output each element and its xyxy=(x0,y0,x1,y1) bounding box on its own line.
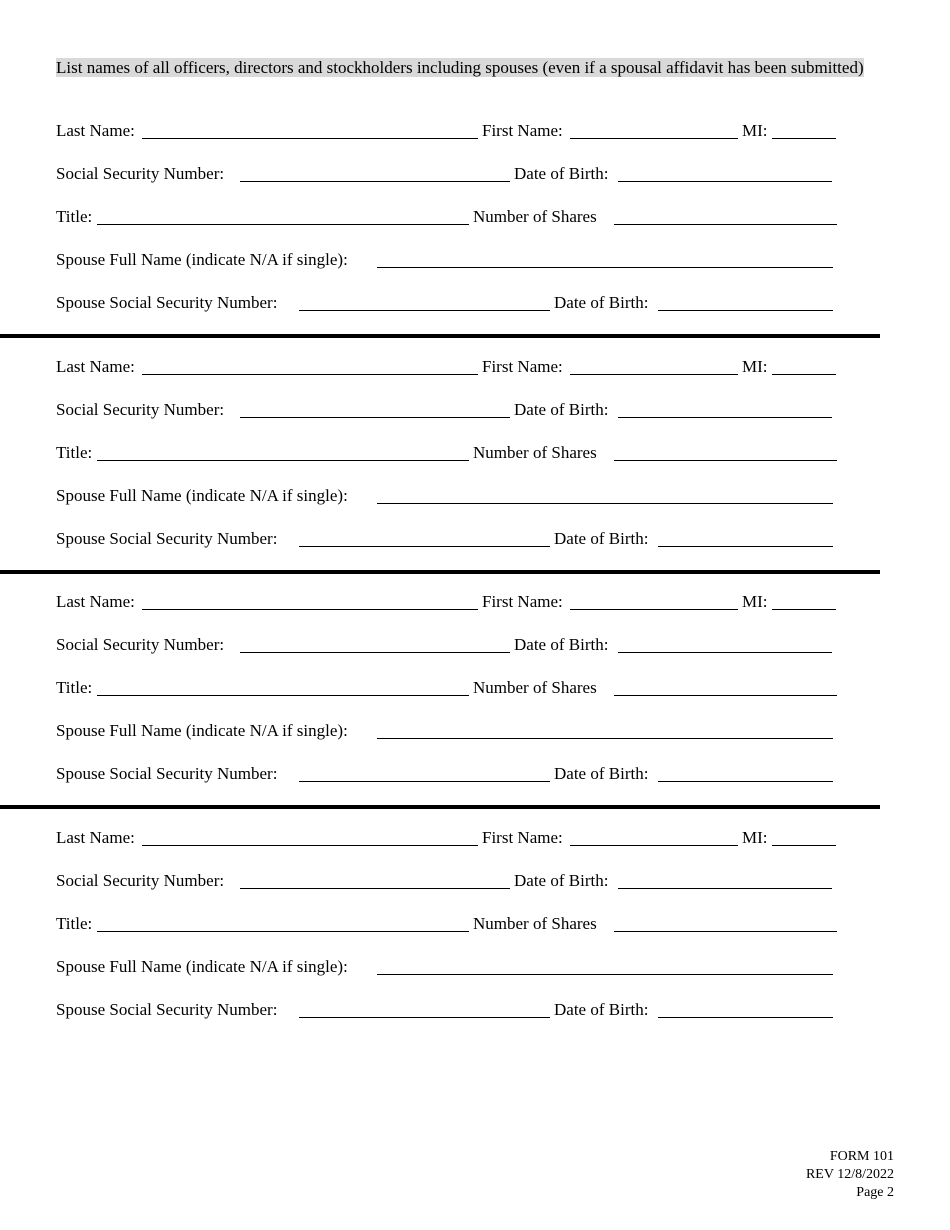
section-divider xyxy=(0,334,880,338)
date-of-birth-field xyxy=(514,399,832,421)
number-of-shares-input-line[interactable] xyxy=(614,695,837,696)
section-divider xyxy=(0,570,880,574)
spouse-full-name-input-line[interactable] xyxy=(377,974,833,975)
last-name-input-line[interactable] xyxy=(142,374,478,375)
form-revision: REV 12/8/2022 xyxy=(805,1167,894,1182)
form-footer xyxy=(806,1148,894,1202)
spouse-ssn-input-line[interactable] xyxy=(299,310,550,311)
spouse-ssn-field xyxy=(56,999,550,1021)
spouse-full-name-field xyxy=(56,485,833,507)
last-name-input-line[interactable] xyxy=(142,138,478,139)
form-row xyxy=(56,528,876,550)
number-of-shares-label: Number of Shares xyxy=(473,678,597,697)
spouse-full-name-field xyxy=(56,249,833,271)
ssn-input-line[interactable] xyxy=(240,181,510,182)
first-name-input-line[interactable] xyxy=(570,138,738,139)
spouse-full-name-label: Spouse Full Name (indicate N/A if single): xyxy=(56,721,348,740)
spouse-date-of-birth-label: Date of Birth: xyxy=(554,293,649,312)
last-name-field xyxy=(56,827,478,849)
first-name-field xyxy=(482,120,738,142)
first-name-field xyxy=(482,356,738,378)
form-row xyxy=(56,356,876,378)
date-of-birth-label: Date of Birth: xyxy=(514,164,609,183)
spouse-ssn-input-line[interactable] xyxy=(299,546,550,547)
title-field xyxy=(56,913,469,935)
form-row xyxy=(56,399,876,421)
form-row xyxy=(56,163,876,185)
ssn-input-line[interactable] xyxy=(240,888,510,889)
last-name-field xyxy=(56,356,478,378)
spouse-full-name-input-line[interactable] xyxy=(377,503,833,504)
date-of-birth-field xyxy=(514,870,832,892)
spouse-full-name-label: Spouse Full Name (indicate N/A if single): xyxy=(56,486,348,505)
spouse-date-of-birth-field xyxy=(554,999,833,1021)
spouse-date-of-birth-input-line[interactable] xyxy=(658,781,833,782)
number-of-shares-field xyxy=(473,677,837,699)
middle-initial-label: MI: xyxy=(742,357,768,376)
last-name-label: Last Name: xyxy=(56,357,135,376)
first-name-input-line[interactable] xyxy=(570,845,738,846)
middle-initial-input-line[interactable] xyxy=(772,609,836,610)
form-number: FORM 101 xyxy=(829,1149,894,1164)
ssn-field xyxy=(56,399,510,421)
date-of-birth-input-line[interactable] xyxy=(618,888,832,889)
title-label: Title: xyxy=(56,678,93,697)
spouse-ssn-label: Spouse Social Security Number: xyxy=(56,1000,278,1019)
first-name-label: First Name: xyxy=(482,828,563,847)
last-name-label: Last Name: xyxy=(56,121,135,140)
spouse-ssn-label: Spouse Social Security Number: xyxy=(56,764,278,783)
spouse-date-of-birth-field xyxy=(554,528,833,550)
ssn-input-line[interactable] xyxy=(240,417,510,418)
number-of-shares-label: Number of Shares xyxy=(473,914,597,933)
number-of-shares-label: Number of Shares xyxy=(473,443,597,462)
number-of-shares-label: Number of Shares xyxy=(473,207,597,226)
middle-initial-input-line[interactable] xyxy=(772,845,836,846)
first-name-field xyxy=(482,827,738,849)
title-label: Title: xyxy=(56,914,93,933)
first-name-input-line[interactable] xyxy=(570,609,738,610)
spouse-ssn-field xyxy=(56,292,550,314)
ssn-label: Social Security Number: xyxy=(56,635,225,654)
date-of-birth-input-line[interactable] xyxy=(618,652,832,653)
form-row xyxy=(56,206,876,228)
last-name-input-line[interactable] xyxy=(142,609,478,610)
form-row xyxy=(56,120,876,142)
spouse-ssn-label: Spouse Social Security Number: xyxy=(56,293,278,312)
spouse-ssn-label: Spouse Social Security Number: xyxy=(56,529,278,548)
date-of-birth-input-line[interactable] xyxy=(618,181,832,182)
spouse-ssn-input-line[interactable] xyxy=(299,781,550,782)
spouse-ssn-input-line[interactable] xyxy=(299,1017,550,1018)
form-row xyxy=(56,591,876,613)
number-of-shares-input-line[interactable] xyxy=(614,224,837,225)
first-name-field xyxy=(482,591,738,613)
date-of-birth-field xyxy=(514,634,832,656)
date-of-birth-label: Date of Birth: xyxy=(514,635,609,654)
first-name-input-line[interactable] xyxy=(570,374,738,375)
date-of-birth-label: Date of Birth: xyxy=(514,400,609,419)
ssn-label: Social Security Number: xyxy=(56,164,225,183)
spouse-date-of-birth-label: Date of Birth: xyxy=(554,764,649,783)
spouse-date-of-birth-input-line[interactable] xyxy=(658,310,833,311)
spouse-full-name-input-line[interactable] xyxy=(377,267,833,268)
form-row xyxy=(56,956,876,978)
spouse-date-of-birth-field xyxy=(554,763,833,785)
title-field xyxy=(56,677,469,699)
number-of-shares-field xyxy=(473,206,837,228)
first-name-label: First Name: xyxy=(482,357,563,376)
last-name-label: Last Name: xyxy=(56,828,135,847)
ssn-label: Social Security Number: xyxy=(56,871,225,890)
first-name-label: First Name: xyxy=(482,592,563,611)
instructions-text: List names of all officers, directors and stockholders including spouses (even if a spousal affidavit has been submitted) xyxy=(56,58,864,77)
middle-initial-field xyxy=(742,120,836,142)
spouse-date-of-birth-field xyxy=(554,292,833,314)
ssn-field xyxy=(56,163,510,185)
title-field xyxy=(56,206,469,228)
date-of-birth-input-line[interactable] xyxy=(618,417,832,418)
ssn-field xyxy=(56,634,510,656)
number-of-shares-field xyxy=(473,442,837,464)
form-row xyxy=(56,763,876,785)
middle-initial-label: MI: xyxy=(742,592,768,611)
form-row xyxy=(56,485,876,507)
spouse-date-of-birth-input-line[interactable] xyxy=(658,1017,833,1018)
spouse-full-name-field xyxy=(56,720,833,742)
last-name-input-line[interactable] xyxy=(142,845,478,846)
form-row xyxy=(56,827,876,849)
spouse-date-of-birth-label: Date of Birth: xyxy=(554,1000,649,1019)
number-of-shares-input-line[interactable] xyxy=(614,931,837,932)
last-name-label: Last Name: xyxy=(56,592,135,611)
form-row xyxy=(56,677,876,699)
title-input-line[interactable] xyxy=(97,695,469,696)
spouse-full-name-field xyxy=(56,956,833,978)
ssn-input-line[interactable] xyxy=(240,652,510,653)
spouse-full-name-input-line[interactable] xyxy=(377,738,833,739)
form-row xyxy=(56,442,876,464)
spouse-full-name-label: Spouse Full Name (indicate N/A if single): xyxy=(56,957,348,976)
spouse-date-of-birth-label: Date of Birth: xyxy=(554,529,649,548)
page-number: Page 2 xyxy=(856,1185,894,1200)
form-row xyxy=(56,292,876,314)
middle-initial-label: MI: xyxy=(742,828,768,847)
form-row xyxy=(56,999,876,1021)
middle-initial-label: MI: xyxy=(742,121,768,140)
date-of-birth-label: Date of Birth: xyxy=(514,871,609,890)
number-of-shares-field xyxy=(473,913,837,935)
form-row xyxy=(56,634,876,656)
spouse-ssn-field xyxy=(56,763,550,785)
title-input-line[interactable] xyxy=(97,931,469,932)
middle-initial-input-line[interactable] xyxy=(772,138,836,139)
section-divider xyxy=(0,805,880,809)
middle-initial-field xyxy=(742,827,836,849)
title-field xyxy=(56,442,469,464)
form-row xyxy=(56,720,876,742)
date-of-birth-field xyxy=(514,163,832,185)
last-name-field xyxy=(56,120,478,142)
first-name-label: First Name: xyxy=(482,121,563,140)
ssn-field xyxy=(56,870,510,892)
form-row xyxy=(56,913,876,935)
spouse-ssn-field xyxy=(56,528,550,550)
form-row xyxy=(56,870,876,892)
form-row xyxy=(56,249,876,271)
spouse-date-of-birth-input-line[interactable] xyxy=(658,546,833,547)
middle-initial-field xyxy=(742,356,836,378)
number-of-shares-input-line[interactable] xyxy=(614,460,837,461)
title-input-line[interactable] xyxy=(97,460,469,461)
title-label: Title: xyxy=(56,443,93,462)
middle-initial-field xyxy=(742,591,836,613)
title-label: Title: xyxy=(56,207,93,226)
last-name-field xyxy=(56,591,478,613)
spouse-full-name-label: Spouse Full Name (indicate N/A if single): xyxy=(56,250,348,269)
title-input-line[interactable] xyxy=(97,224,469,225)
ssn-label: Social Security Number: xyxy=(56,400,225,419)
middle-initial-input-line[interactable] xyxy=(772,374,836,375)
